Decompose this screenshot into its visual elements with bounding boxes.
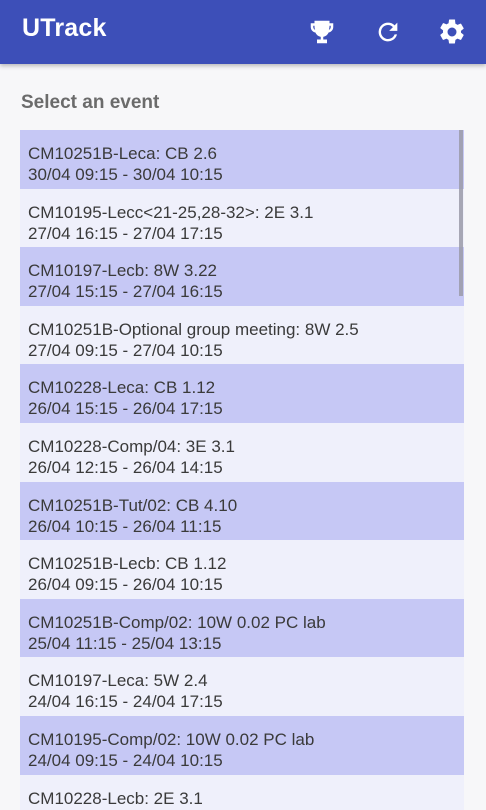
- scrollbar[interactable]: [459, 130, 463, 810]
- trophy-button[interactable]: [302, 12, 342, 52]
- event-name: CM10195-Lecc<21-25,28-32>: 2E 3.1: [28, 202, 314, 222]
- event-time: 26/04 09:15 - 26/04 10:15: [28, 575, 223, 595]
- app-title: UTrack: [22, 14, 107, 42]
- scrollbar-thumb[interactable]: [459, 130, 463, 296]
- refresh-button[interactable]: [368, 12, 408, 52]
- event-time: 27/04 16:15 - 27/04 17:15: [28, 223, 223, 243]
- event-name: CM10197-Lecb: 8W 3.22: [28, 261, 217, 281]
- refresh-icon: [374, 18, 402, 46]
- trophy-icon: [307, 17, 337, 47]
- event-list[interactable]: [20, 130, 464, 810]
- event-name: CM10251B-Tut/02: CB 4.10: [28, 495, 238, 515]
- event-list-item[interactable]: [20, 540, 464, 599]
- page-title: Select an event: [21, 92, 160, 113]
- event-list-item[interactable]: [20, 189, 464, 248]
- event-time: 27/04 09:15 - 27/04 10:15: [28, 340, 223, 360]
- event-list-item[interactable]: [20, 247, 464, 306]
- event-list-item[interactable]: [20, 306, 464, 365]
- event-list-item[interactable]: [20, 423, 464, 482]
- event-name: CM10197-Leca: 5W 2.4: [28, 671, 208, 691]
- event-time: 26/04 12:15 - 26/04 14:15: [28, 457, 223, 477]
- event-list-item[interactable]: [20, 599, 464, 658]
- event-time: 25/04 11:15 - 25/04 13:15: [28, 633, 222, 653]
- event-name: CM10228-Leca: CB 1.12: [28, 378, 216, 398]
- event-time: 24/04 16:15 - 24/04 17:15: [28, 692, 223, 712]
- event-list-item[interactable]: [20, 130, 464, 189]
- event-name: CM10251B-Lecb: CB 1.12: [28, 554, 227, 574]
- event-time: 24/04 09:15 - 24/04 10:15: [28, 750, 223, 770]
- event-name: CM10228-Lecb: 2E 3.1: [28, 788, 203, 808]
- event-time: 27/04 15:15 - 27/04 16:15: [28, 282, 223, 302]
- event-name: CM10228-Comp/04: 3E 3.1: [28, 436, 235, 456]
- event-list-item[interactable]: [20, 364, 464, 423]
- app-bar: [0, 0, 486, 64]
- event-time: 30/04 09:15 - 30/04 10:15: [28, 165, 223, 184]
- event-name: CM10195-Comp/02: 10W 0.02 PC lab: [28, 729, 315, 749]
- event-list-item[interactable]: [20, 482, 464, 541]
- event-time: 26/04 10:15 - 26/04 11:15: [28, 516, 222, 536]
- event-name: CM10251B-Leca: CB 2.6: [28, 144, 217, 163]
- event-time: 26/04 15:15 - 26/04 17:15: [28, 399, 223, 419]
- event-list-item[interactable]: [20, 775, 464, 810]
- event-list-item[interactable]: [20, 716, 464, 775]
- settings-button[interactable]: [432, 12, 472, 52]
- settings-icon: [437, 17, 467, 47]
- event-name: CM10251B-Comp/02: 10W 0.02 PC lab: [28, 612, 326, 632]
- event-name: CM10251B-Optional group meeting: 8W 2.5: [28, 319, 359, 339]
- event-list-item[interactable]: [20, 657, 464, 716]
